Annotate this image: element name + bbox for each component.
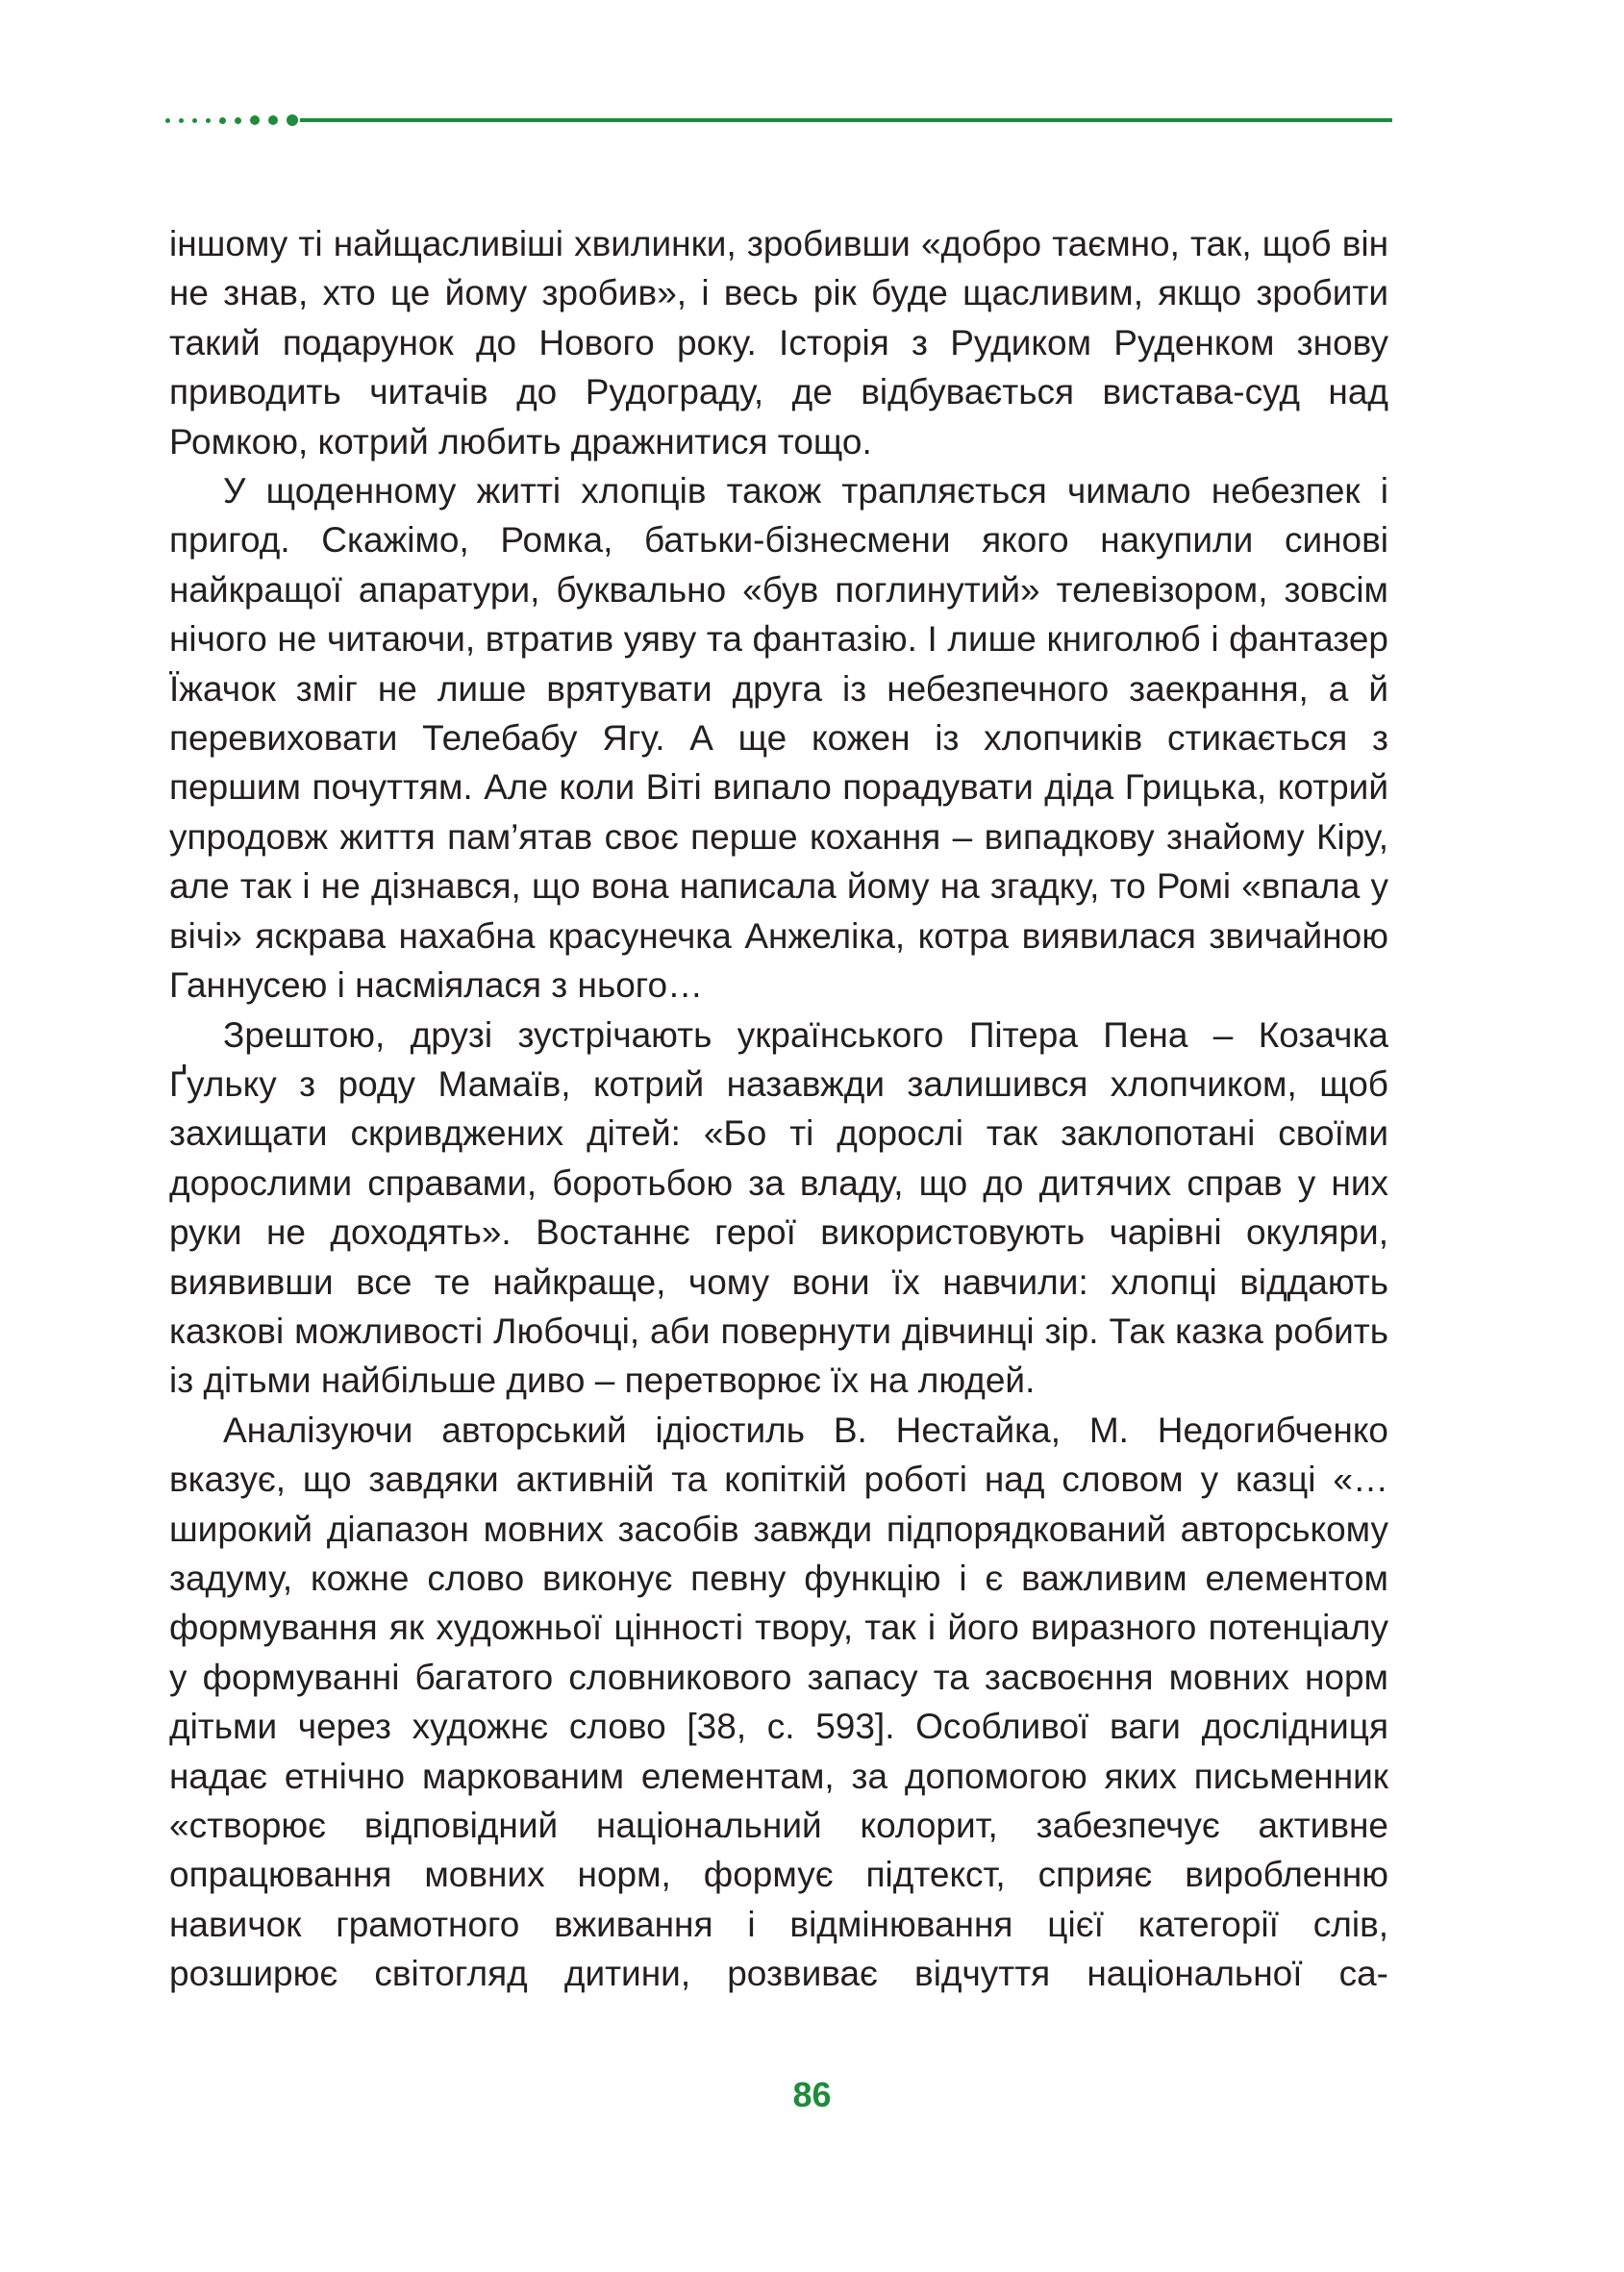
header-dot [268,115,278,125]
header-decorative-rule [165,113,1392,127]
main-text [169,219,1388,1999]
header-dot [192,118,197,123]
header-dot [179,118,184,123]
paragraph: Зрештою, друзі зустрічають українського Пітера Пена – Козачка Ґульку з роду Мамаїв, котрий назавжди залишився хлопчиком, щоб захищати скривджених дітей: «Бо ті дорослі так заклопотані своїми дорослими справами, боротьбою за владу, що до дитячих справ у них руки не доходять». Востаннє герої використовують чарівні окуляри, виявивши все те найкраще, чому вони їх навчили: хлопці віддають казкові можливості Любочці, аби повернути дівчинці зір. Так казка робить із дітьми найбільше диво – перетворює їх на людей. [169,1014,1388,1401]
header-dot [219,117,226,124]
paragraph: Аналізуючи авторський ідіостиль В. Нестайка, М. Недогибченко вказує, що завдяки активній та копіткій роботі над словом у казці «…широкий діапазон мовних засобів завжди підпорядкований авторському задуму, кожне слово виконує певну функцію і є важливим елементом формування як художньої цінності твору, так і його виразного потенціалу у формуванні багатого словникового запасу та засвоєння мовних норм дітьми через художнє слово [38, с. 593]. Особливої ваги дослідниця надає етнічно маркованим елементам, за допомогою яких письменник «створює відповідний національний колорит, забезпечує активне опрацювання мовних норм, формує підтекст, сприяє виробленню навичок грамотного вживання і відмінювання цієї категорії слів, розширює світогляд дитини, розвиває відчуття національної са- [169,1410,1388,1994]
header-dot [250,115,260,125]
header-dot [165,118,170,123]
page-number: 86 [792,2075,832,2114]
header-line [300,118,1392,122]
header-dots [165,114,298,126]
header-dot [235,117,241,124]
header-dot [206,118,211,123]
paragraph: У щоденному житті хлопців також трапляється чимало небезпек і пригод. Скажімо, Ромка, батьки-бізнесмени якого накупили синові найкращої апаратури, буквально «був поглинутий» телевізором, зовсім нічого не читаючи, втратив уяву та фантазію. І лише книголюб і фантазер Їжачок зміг не лише врятувати друга із небезпечного заекрання, а й перевиховати Телебабу Ягу. А ще кожен із хлопчиків стикається з першим почуттям. Але коли Віті випало порадувати діда Грицька, котрий упродовж життя пам’ятав своє перше кохання – випадкову знайому Кіру, але так і не дізнався, що вона написала йому на згадку, то Ромі «впала у вічі» яскрава нахабна красунечка Анжеліка, котра виявилася звичайною Ганнусею і насміялася з нього… [169,471,1388,1006]
paragraph: іншому ті найщасливіші хвилинки, зробивши «добро таємно, так, щоб він не знав, хто це йому зробив», і весь рік буде щасливим, якщо зробити такий подарунок до Нового року. Історія з Рудиком Руденком знову приводить читачів до Рудограду, де відбувається вистава-суд над Ромкою, котрий любить дражнитися тощо. [169,224,1388,462]
header-dot [287,114,298,126]
